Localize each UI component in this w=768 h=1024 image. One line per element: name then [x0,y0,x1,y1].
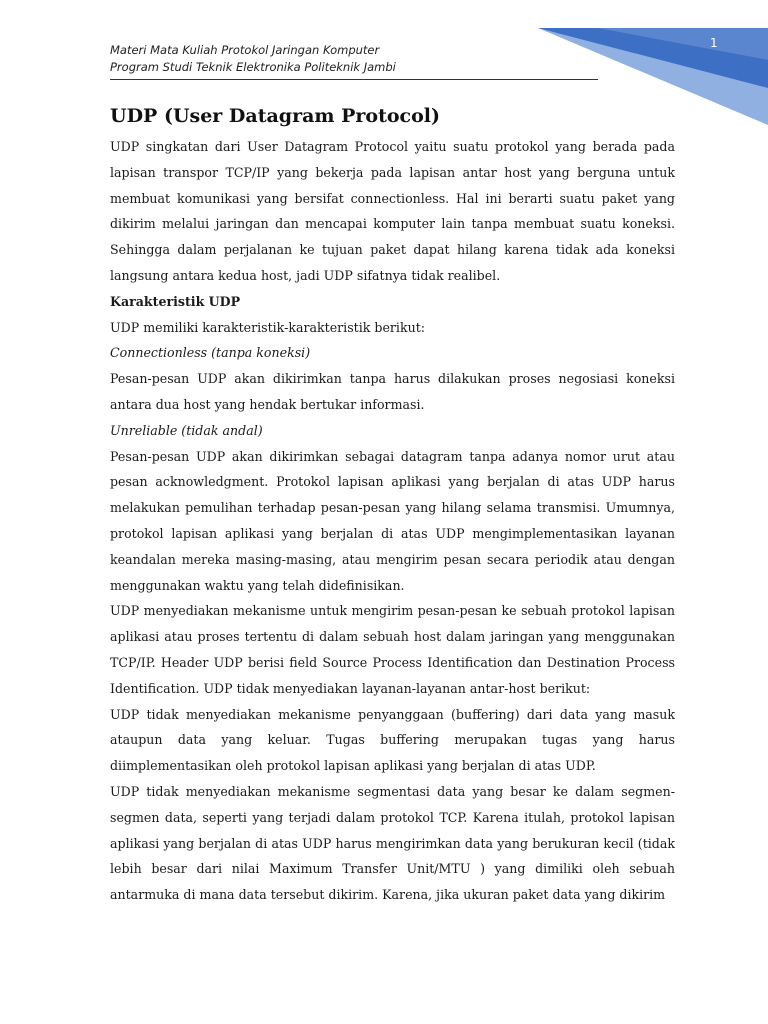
page-number: 1 [710,36,718,50]
subheading-connectionless: Connectionless (tanpa koneksi) [110,345,311,361]
paragraph-mekanisme: UDP menyediakan mekanisme untuk mengirim pesan-pesan ke sebuah protokol lapisan aplikasi atau proses tertentu di dalam sebuah host dalam jaringan yang menggunakan TCP/IP. Header UDP berisi field Source Process Identification dan Destination Process Identification. UDP tidak menyediakan layanan-layanan antar-host berikut: [110,603,675,696]
header-program-line: Program Studi Teknik Elektronika Politeknik Jambi [110,60,396,74]
document-title: UDP (User Datagram Protocol) [110,105,440,127]
paragraph-unreliable: Pesan-pesan UDP akan dikirimkan sebagai datagram tanpa adanya nomor urut atau pesan acknowledgment. Protokol lapisan aplikasi yang berjalan di atas UDP harus melakukan pemulihan terhadap pesan-pesan yang hilang selama transmisi. Umumnya, protokol lapisan aplikasi yang berjalan di atas UDP mengimplementasikan layanan keandalan mereka masing-masing, atau mengirim pesan secara periodik atau dengan menggunakan waktu yang telah didefinisikan. [110,448,675,593]
subheading-unreliable: Unreliable (tidak andal) [110,422,263,438]
paragraph-segmentasi: UDP tidak menyediakan mekanisme segmentasi data yang besar ke dalam segmen-segmen data, seperti yang terjadi dalam protokol TCP. Karena itulah, protokol lapisan aplikasi yang berjalan di atas UDP harus mengirimkan data yang berukuran kecil (tidak lebih besar dari nilai Maximum Transfer Unit/MTU ) yang dimiliki oleh sebuah antarmuka di mana data tersebut dikirim. Karena, jika ukuran paket data yang dikirim [110,783,675,903]
paragraph-connectionless: Pesan-pesan UDP akan dikirimkan tanpa harus dilakukan proses negosiasi koneksi antara dua host yang hendak bertukar informasi. [110,371,675,412]
paragraph-buffering: UDP tidak menyediakan mekanisme penyanggaan (buffering) dari data yang masuk ataupun data yang keluar. Tugas buffering merupakan tugas yang harus diimplementasikan oleh protokol lapisan aplikasi yang berjalan di atas UDP. [110,706,675,774]
paragraph-karakteristik-intro: UDP memiliki karakteristik-karakteristik berikut: [110,319,426,335]
page-header [110,42,598,80]
header-course-line: Materi Mata Kuliah Protokol Jaringan Komputer [110,43,380,57]
document-body [110,102,675,908]
paragraph-intro: UDP singkatan dari User Datagram Protocol yaitu suatu protokol yang berada pada lapisan transpor TCP/IP yang bekerja pada lapisan antar host yang berguna untuk membuat komunikasi yang bersifat connectionless. Hal ini berarti suatu paket yang dikirim melalui jaringan dan mencapai komputer lain tanpa membuat suatu koneksi. Sehingga dalam perjalanan ke tujuan paket dapat hilang karena tidak ada koneksi langsung antara kedua host, jadi UDP sifatnya tidak realibel. [110,139,675,283]
section-heading-karakteristik: Karakteristik UDP [110,293,241,309]
